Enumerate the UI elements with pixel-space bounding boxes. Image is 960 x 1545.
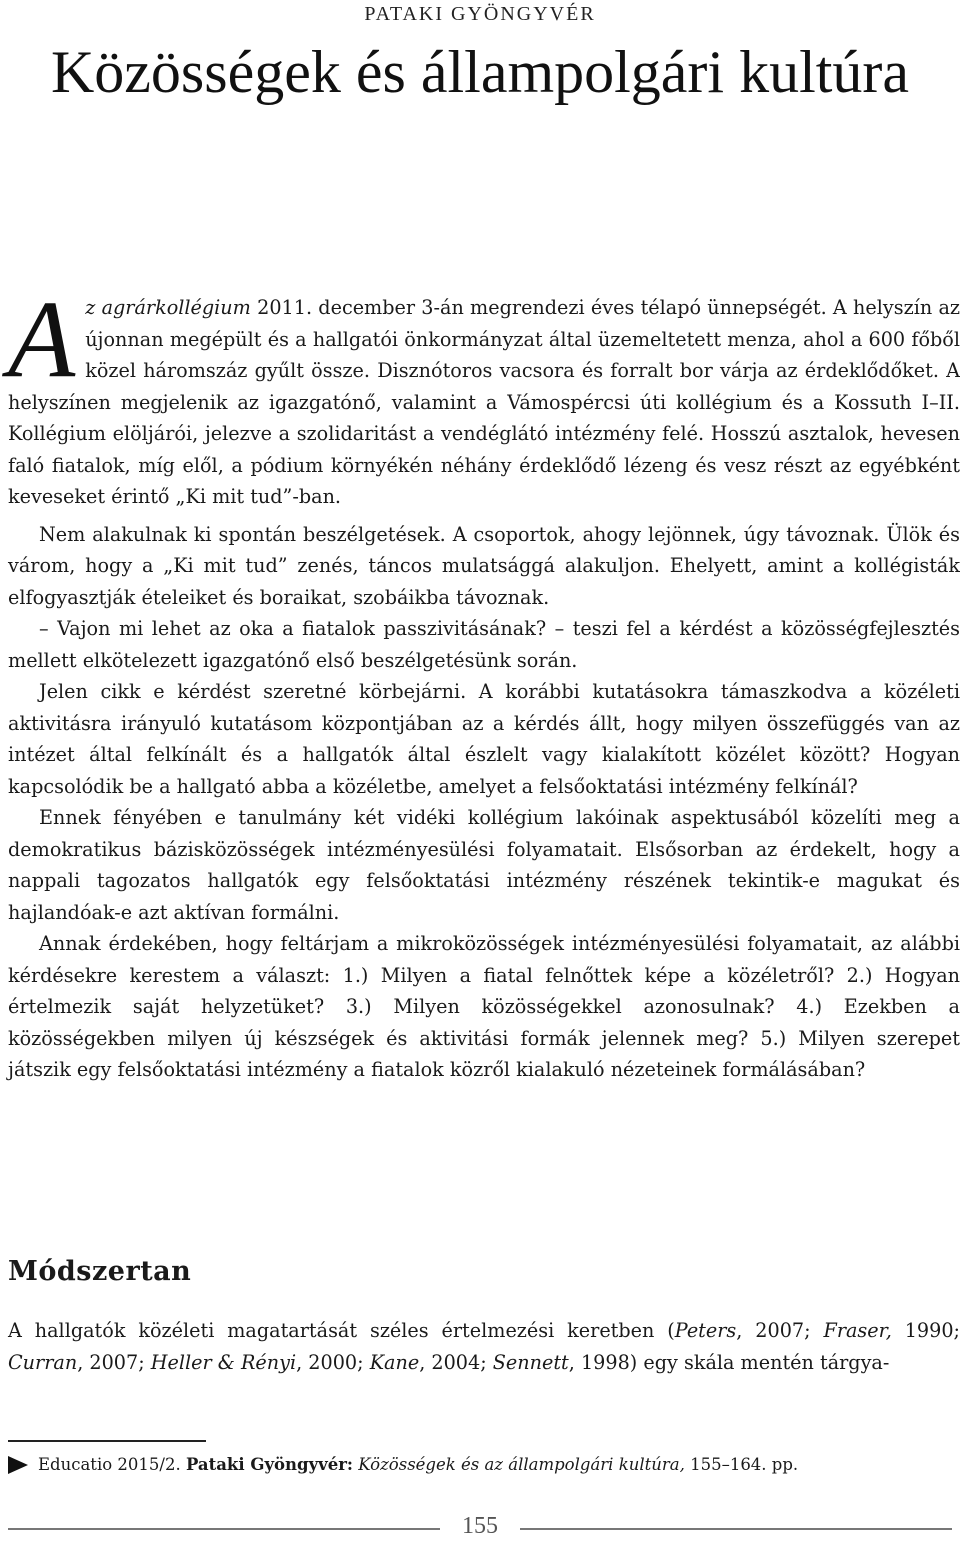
intro-text: 2011. december 3-án megrendezi éves télapó ünnepségét. A helyszín az újonnan megépült és a hallgatói önkormányzat által üzemeltetett menza, ahol a 600 főből közel háromszáz gyűlt össze. Disznótoros vacsora és forralt bor várja az érdeklődőket. A helyszínen megjelenik az igazgatónő, valamint a Vámospércsi úti kollégium és a Kossuth I–II. Kollégium elöljárói, jelezve a szolidaritást a vendéglátó intézmény felé. Hosszú asztalok, hevesen faló fiatalok, míg elől, a pódium környékén néhány érdeklődő lézeng és vesz részt az egyébként keveseket érintő „Ki mit tud”-ban. xyxy=(8,296,960,508)
page-rule-left xyxy=(8,1528,440,1530)
citation-author: Heller & Rényi xyxy=(150,1351,297,1374)
citation-author: Fraser, xyxy=(823,1319,892,1342)
citation-author: Peters xyxy=(674,1319,737,1342)
arrow-icon xyxy=(8,1456,28,1474)
citation-author: Curran xyxy=(8,1351,78,1374)
page-number: 155 xyxy=(462,1513,498,1539)
method-text-6: , 2004; xyxy=(419,1351,493,1374)
footnote-journal: Educatio 2015/2. xyxy=(38,1455,186,1474)
citation-author: Sennett xyxy=(492,1351,569,1374)
intro-paragraph xyxy=(8,278,960,513)
author-name: PATAKI GYÖNGYVÉR xyxy=(364,3,596,25)
footnote xyxy=(8,1455,798,1474)
footnote-pages: 155–164. pp. xyxy=(684,1455,799,1474)
method-paragraph xyxy=(8,1315,960,1379)
intro-lead-italic: z agrárkollégium xyxy=(85,296,251,319)
paragraph: Jelen cikk e kérdést szeretné körbejárni. A korábbi kutatásokra támaszkodva a közéleti aktivitásra irányuló kutatásom központjában az a kérdés állt, hogy milyen összefüggés van az intézet által felkínált és a hallgatók által észlelt vagy kialakított közélet között? Hogyan kapcsolódik be a hallgató abba a közéletbe, amelyet a felsőoktatási intézmény felkínál? xyxy=(8,680,960,798)
paragraph: Ennek fényében e tanulmány két vidéki kollégium lakóinak aspektusából közelíti meg a demokratikus bázisközösségek intézményesülési folyamatait. Elsősorban az érdekelt, hogy a nappali tagozatos hallgatók egy felsőoktatási intézmény részének tekintik-e magukat és hajlandóak-e azt aktívan formálni. xyxy=(8,806,960,924)
paragraph: Nem alakulnak ki spontán beszélgetések. A csoportok, ahogy lejönnek, úgy távoznak. Ülök és várom, hogy a „Ki mit tud” zenés, táncos mulatsággá alakuljon. Ehelyett, amint a kollégisták elfogyasztják ételeiket és boraikat, szobáikba távoznak. xyxy=(8,522,960,609)
method-text-4: , 2007; xyxy=(77,1351,151,1374)
footnote-author: Pataki Gyöngyvér: xyxy=(185,1455,354,1474)
method-text-5: , 2000; xyxy=(296,1351,370,1374)
drop-cap: A xyxy=(8,278,76,400)
footnote-citation xyxy=(38,1455,798,1474)
footnote-article-title: Közösségek és az állampolgári kultúra, xyxy=(353,1455,685,1474)
method-text-7: , 1998) egy skála mentén tárgya- xyxy=(568,1351,890,1374)
method-text-3: 1990; xyxy=(891,1319,960,1342)
article-body xyxy=(8,278,960,1086)
paragraph: – Vajon mi lehet az oka a fiatalok passzivitásának? – teszi fel a kérdést a közösségfejlesztés mellett elkötelezett igazgatónő első beszélgetésünk során. xyxy=(8,617,960,672)
paragraph: Annak érdekében, hogy feltárjam a mikroközösségek intézményesülési folyamatait, az alábbi kérdésekre kerestem a választ: 1.) Milyen a fiatal felnőttek képe a közéletről? 2.) Hogyan értelmezik saját helyzetüket? 3.) Milyen közösségekkel azonosulnak? 4.) Ezekben a közösségekben milyen új készségek és aktivitási formák jelennek meg? 5.) Milyen szerepet játszik egy felsőoktatási intézmény a fiatalok közről kialakuló nézeteinek formálásában? xyxy=(8,932,960,1081)
method-text-1: A hallgatók közéleti magatartását széles értelmezési keretben ( xyxy=(8,1319,675,1342)
method-text-2: , 2007; xyxy=(736,1319,824,1342)
footnote-divider xyxy=(8,1440,206,1442)
section-heading: Módszertan xyxy=(8,1256,192,1287)
citation-author: Kane xyxy=(369,1351,420,1374)
page-rule-right xyxy=(520,1528,952,1530)
article-title: Közösségek és állampolgári kultúra xyxy=(50,39,910,105)
